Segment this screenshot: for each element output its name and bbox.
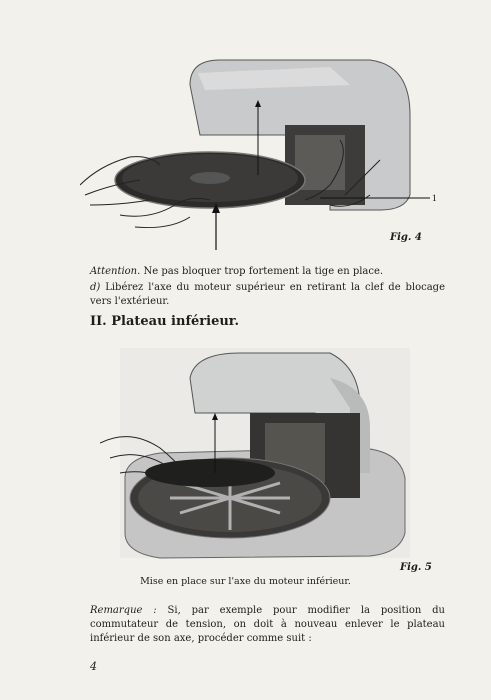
fig5-caption: Mise en place sur l'axe du moteur inférieur.: [140, 576, 351, 587]
section-number: II.: [90, 314, 107, 329]
section-heading: [90, 314, 239, 329]
attention-paragraph: [90, 265, 445, 279]
attention-text: Ne pas bloquer trop fortement la tige en place.: [143, 266, 384, 277]
figure-5-photo: [100, 348, 415, 563]
fig4-label: Fig. 4: [390, 232, 422, 243]
figure-4-photo: [80, 45, 440, 260]
step-d-text: Libérez l'axe du moteur supérieur en retirant la clef de blocage vers l'extérieur.: [90, 282, 445, 307]
page-number: 4: [90, 660, 97, 673]
attention-lead: Attention.: [90, 266, 141, 277]
section-title: Plateau inférieur.: [111, 314, 239, 329]
fig5-label: Fig. 5: [400, 562, 432, 573]
remark-paragraph: [90, 604, 445, 646]
step-d-marker: d): [90, 282, 101, 293]
callout-1: 1: [432, 193, 437, 203]
step-d-paragraph: [90, 281, 445, 309]
remark-lead: Remarque :: [90, 605, 157, 616]
remark-text: Si, par exemple pour modifier la position du commutateur de tension, on doit à nouveau enlever le plateau inférieur de son axe, procéder comme suit :: [90, 605, 445, 644]
